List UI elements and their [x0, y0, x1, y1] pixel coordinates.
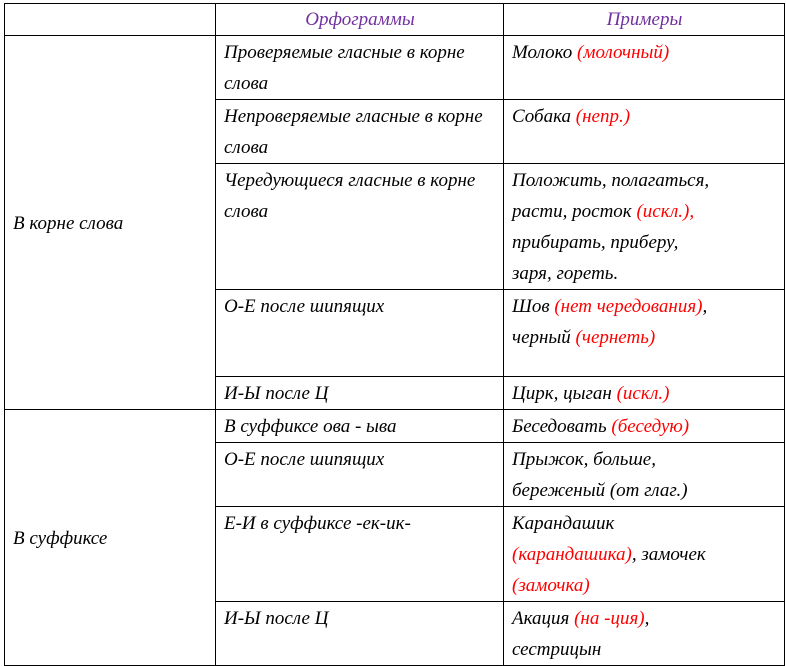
orthogram-cell: О-Е после шипящих	[216, 443, 504, 507]
example-text: , замочек	[631, 544, 706, 565]
example-note: (молочный)	[577, 42, 670, 63]
example-line: Положить, полагаться,	[512, 170, 710, 191]
example-note: (замочка)	[512, 575, 590, 596]
example-text: ,	[644, 608, 650, 629]
example-text: Молоко	[512, 42, 573, 63]
orthogram-cell: Проверяемые гласные в корне слова	[216, 36, 504, 100]
example-text: Акация	[512, 608, 570, 629]
orthogram-cell: В суффиксе ова - ыва	[216, 410, 504, 443]
example-note: (чернеть)	[575, 327, 656, 348]
example-note: (нет чередования)	[554, 296, 703, 317]
example-cell	[504, 100, 785, 164]
example-cell	[504, 443, 785, 507]
table-row	[5, 36, 785, 100]
example-line	[512, 291, 777, 322]
orthogram-cell: И-Ы после Ц	[216, 602, 504, 666]
example-cell	[504, 507, 785, 602]
example-text: Беседовать	[512, 416, 607, 437]
example-line	[512, 603, 777, 634]
example-note: (карандашика)	[512, 544, 632, 565]
header-orthograms: Орфограммы	[216, 4, 504, 36]
example-line: береженый (от глаг.)	[512, 480, 688, 501]
header-empty	[5, 4, 216, 36]
example-line	[512, 322, 777, 353]
example-cell	[504, 410, 785, 443]
orthogram-cell: Чередующиеся гласные в корне слова	[216, 164, 504, 290]
example-note: (на -ция)	[574, 608, 645, 629]
example-cell	[504, 36, 785, 100]
table-row	[5, 410, 785, 443]
example-note: (непр.)	[575, 106, 631, 127]
example-text: Шов	[512, 296, 550, 317]
category-root: В корне слова	[5, 36, 216, 410]
example-line: сестрицын	[512, 639, 602, 660]
example-text: расти, росток	[512, 201, 632, 222]
example-note: (искл.),	[636, 201, 695, 222]
example-cell	[504, 164, 785, 290]
header-row	[5, 4, 785, 36]
orthogram-cell: Е-И в суффиксе -ек-ик-	[216, 507, 504, 602]
header-examples: Примеры	[504, 4, 785, 36]
example-note: (искл.)	[616, 383, 670, 404]
example-line: прибирать, приберу,	[512, 232, 679, 253]
example-text: Цирк, цыган	[512, 383, 612, 404]
orthogram-cell: О-Е после шипящих	[216, 290, 504, 377]
example-text: Собака	[512, 106, 572, 127]
orthogram-cell: Непроверяемые гласные в корне слова	[216, 100, 504, 164]
example-line: заря, гореть.	[512, 263, 619, 284]
example-cell	[504, 602, 785, 666]
orthogram-table	[4, 3, 785, 666]
orthogram-cell: И-Ы после Ц	[216, 377, 504, 410]
example-cell	[504, 290, 785, 377]
example-text: черный	[512, 327, 571, 348]
example-line: Карандашик	[512, 513, 615, 534]
example-line	[512, 196, 777, 227]
example-line: Прыжок, больше,	[512, 449, 656, 470]
category-suffix: В суффиксе	[5, 410, 216, 666]
example-line	[512, 539, 777, 570]
example-text: ,	[702, 296, 708, 317]
example-cell	[504, 377, 785, 410]
example-note: (беседую)	[611, 416, 690, 437]
